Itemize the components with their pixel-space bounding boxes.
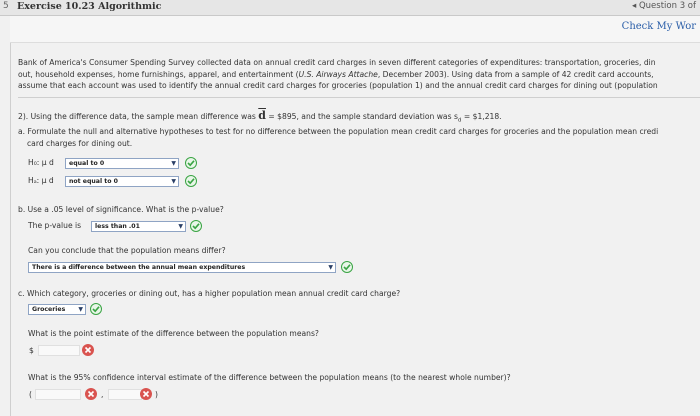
chevron-down-icon: ▼ <box>171 160 176 167</box>
intro-line-2: out, household expenses, home furnishings, apparel, and entertainment (U.S. Airways Attache, December 2003). Using data from a sample of 42 credit card accounts, <box>18 69 654 79</box>
correct-check-icon <box>190 220 202 232</box>
exercise-title: Exercise 10.23 Algorithmic <box>17 1 162 12</box>
chevron-down-icon: ▼ <box>171 178 176 185</box>
divider <box>18 97 700 98</box>
intro-line-3: assume that each account was used to identify the annual credit card charges for groceries (population 1) and the annual credit card charges for dining out (population <box>18 81 658 90</box>
pvalue-select[interactable] <box>91 221 186 232</box>
point-estimate-question: What is the point estimate of the difference between the population means? <box>28 329 319 338</box>
pvalue-label: The p-value is <box>28 221 82 230</box>
intro-line-1: Bank of America's Consumer Spending Survey collected data on annual credit card charges in seven different categories of expenditures: transportation, groceries, din <box>18 58 656 67</box>
ci-upper-input[interactable] <box>108 389 142 400</box>
correct-check-icon <box>341 261 353 273</box>
incorrect-x-icon <box>140 388 152 400</box>
ci-close-paren: ) <box>155 390 158 399</box>
pvalue-select-value: less than .01 <box>95 223 140 230</box>
part-a-question-2: card charges for dining out. <box>27 138 133 148</box>
sub-toolbar <box>10 16 700 43</box>
ci-open-paren: ( <box>29 390 32 399</box>
ha-select-value: not equal to 0 <box>69 178 118 185</box>
h0-select[interactable] <box>65 158 179 169</box>
correct-check-icon <box>90 303 102 315</box>
dollar-sign: $ <box>29 346 34 355</box>
margin-mark: 5 <box>3 1 9 11</box>
top-bar <box>0 0 700 16</box>
point-estimate-input[interactable] <box>38 345 80 356</box>
ha-select[interactable] <box>65 176 179 187</box>
chevron-down-icon: ▼ <box>178 223 183 230</box>
dbar-symbol: $\overline{d}$ <box>258 109 266 122</box>
source-citation: U.S. Airways Attache <box>298 69 378 79</box>
correct-check-icon <box>185 175 197 187</box>
h0-select-value: equal to 0 <box>69 160 105 167</box>
content-left-rule <box>10 16 11 416</box>
chevron-down-icon: ▼ <box>78 306 83 313</box>
question-nav-link[interactable]: ◂ Question 3 of <box>632 1 696 11</box>
part2-statement: 2). Using the difference data, the sample mean difference was $\overline{d}$ = $895, and the sample standard deviation was $s_d$ = $1,218. <box>18 109 502 124</box>
h0-label: H₀: μ d <box>28 158 54 167</box>
conclusion-select[interactable] <box>28 262 336 273</box>
correct-check-icon <box>185 157 197 169</box>
part-c-question: c. Which category, groceries or dining out, has a higher population mean annual credit card charge? <box>18 289 401 298</box>
conclusion-select-value: There is a difference between the annual mean expenditures <box>32 264 246 271</box>
incorrect-x-icon <box>82 344 94 356</box>
incorrect-x-icon <box>85 388 97 400</box>
chevron-down-icon: ▼ <box>328 264 333 271</box>
category-select[interactable] <box>28 304 86 315</box>
ci-lower-input[interactable] <box>35 389 81 400</box>
category-select-value: Groceries <box>32 306 66 313</box>
confidence-interval-question: What is the 95% confidence interval estimate of the difference between the population means (to the nearest whole number)? <box>28 373 511 382</box>
check-my-work-button[interactable]: Check My Wor <box>621 21 696 32</box>
ci-separator: , <box>101 390 104 399</box>
part-a-question-1: a. Formulate the null and alternative hypotheses to test for no difference between the population mean credit card charges for groceries and the population mean credi <box>18 127 659 136</box>
conclude-question: Can you conclude that the population means differ? <box>28 246 226 255</box>
part-b-question: b. Use a .05 level of significance. What is the p-value? <box>18 205 224 214</box>
ha-label: Hₐ: μ d <box>28 176 54 185</box>
